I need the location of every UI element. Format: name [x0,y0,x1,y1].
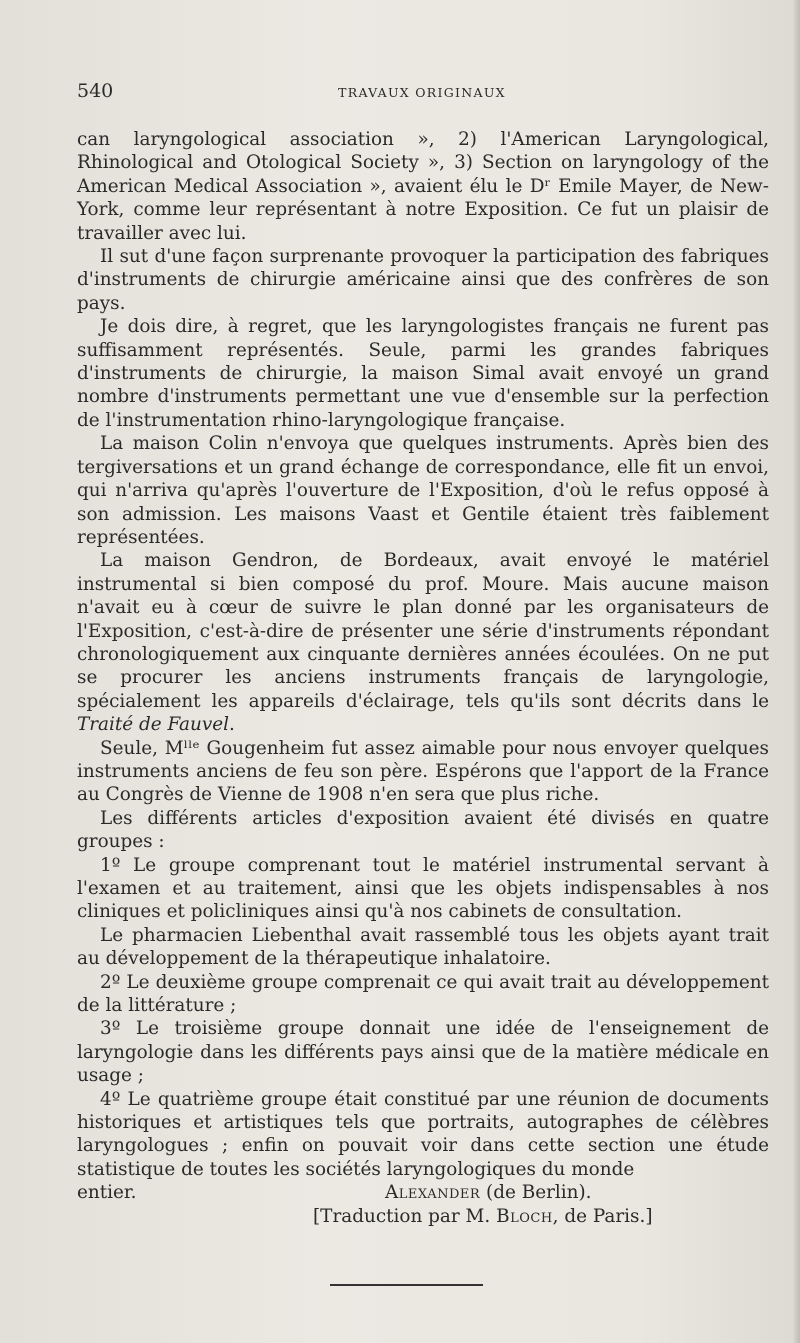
paragraph: 4º Le quatrième groupe était constitué par une réunion de documents historiques et artistiques tels que portraits, autographes de célèbres laryngologues ; enfin on pouvait voir dans cette section une étude statistique de toutes les sociétés laryngologiques du monde [77,1088,769,1180]
paragraph: Le pharmacien Liebenthal avait rassemblé tous les objets ayant trait au développement de la thérapeutique inhalatoire. [77,924,769,970]
signature-line [77,1181,769,1204]
end-rule [330,1284,483,1286]
article-body [77,128,769,1228]
paragraph: 2º Le deuxième groupe comprenait ce qui avait trait au développement de la littérature ; [77,971,769,1017]
cited-work-title: Traité de Fauvel [77,714,230,736]
running-head: TRAVAUX ORIGINAUX [338,85,506,100]
paragraph: La maison Colin n'envoya que quelques instruments. Après bien des tergiversations et un grand échange de correspondance, elle fit un envoi, qui n'arriva qu'après l'ouverture de l'Exposition, d'où le refus opposé à son admission. Les maisons Vaast et Gentile étaient très faiblement représentées. [77,433,769,548]
paragraph [77,549,769,736]
page-header [77,80,767,110]
author-name: Alexander [385,1182,481,1204]
translator-name: Bloch [496,1205,553,1227]
paragraph: 3º Le troisième groupe donnait une idée de l'enseignement de laryngologie dans les différents pays ainsi que de la matière médicale en usage ; [77,1018,769,1087]
author-signature [385,1181,592,1204]
translation-prefix: [Traduction par M. [313,1205,491,1227]
paragraph: can laryngological association », 2) l'American Laryngological, Rhinological and Otological Society », 3) Section on laryngology of the American Medical Association », avaient élu le Dʳ Emile Mayer, de New-York, comme leur représentant à notre Exposition. Ce fut un plaisir de travailler avec lui. [77,129,769,244]
paragraph-text: La maison Gendron, de Bordeaux, avait envoyé le matériel instrumental si bien composé du prof. Moure. Mais aucune maison n'avait eu à cœur de suivre le plan donné par les organisateurs de l'Exposition, c'est-à-dire de présenter une série d'instruments répondant chronologiquement aux cinquante dernières années écoulées. On ne put se procurer les anciens instruments français de laryngologie, spécialement les appareils d'éclairage, tels qu'ils sont décrits dans le [77,550,769,712]
translation-credit [77,1205,769,1228]
paragraph: Les différents articles d'exposition avaient été divisés en quatre groupes : [77,807,769,853]
page-edge-shadow [794,0,800,1343]
paragraph: 1º Le groupe comprenant tout le matériel instrumental servant à l'examen et au traitement, ainsi que les objets indispensables à nos cliniques et policliniques ainsi qu'à nos cabinets de consultation. [77,854,769,923]
paragraph-end: . [229,714,235,736]
paragraph: Je dois dire, à regret, que les laryngologistes français ne furent pas suffisamment représentés. Seule, parmi les grandes fabriques d'instruments de chirurgie, la maison Simal avait envoyé un grand nombre d'instruments permettant une vue d'ensemble sur la perfection de l'instrumentation rhino-laryngologique française. [77,316,769,431]
translation-suffix: , de Paris.] [552,1205,653,1227]
paragraph: Il sut d'une façon surprenante provoquer la participation des fabriques d'instruments de chirurgie américaine ainsi que des confrères de son pays. [77,246,769,314]
paragraph: Seule, Mˡˡᵉ Gougenheim fut assez aimable pour nous envoyer quelques instruments anciens de feu son père. Espérons que l'apport de la France au Congrès de Vienne de 1908 n'en sera que plus riche. [77,737,769,806]
page-number: 540 [77,80,114,102]
closing-word: entier. [77,1182,137,1204]
author-city: (de Berlin). [486,1182,592,1204]
